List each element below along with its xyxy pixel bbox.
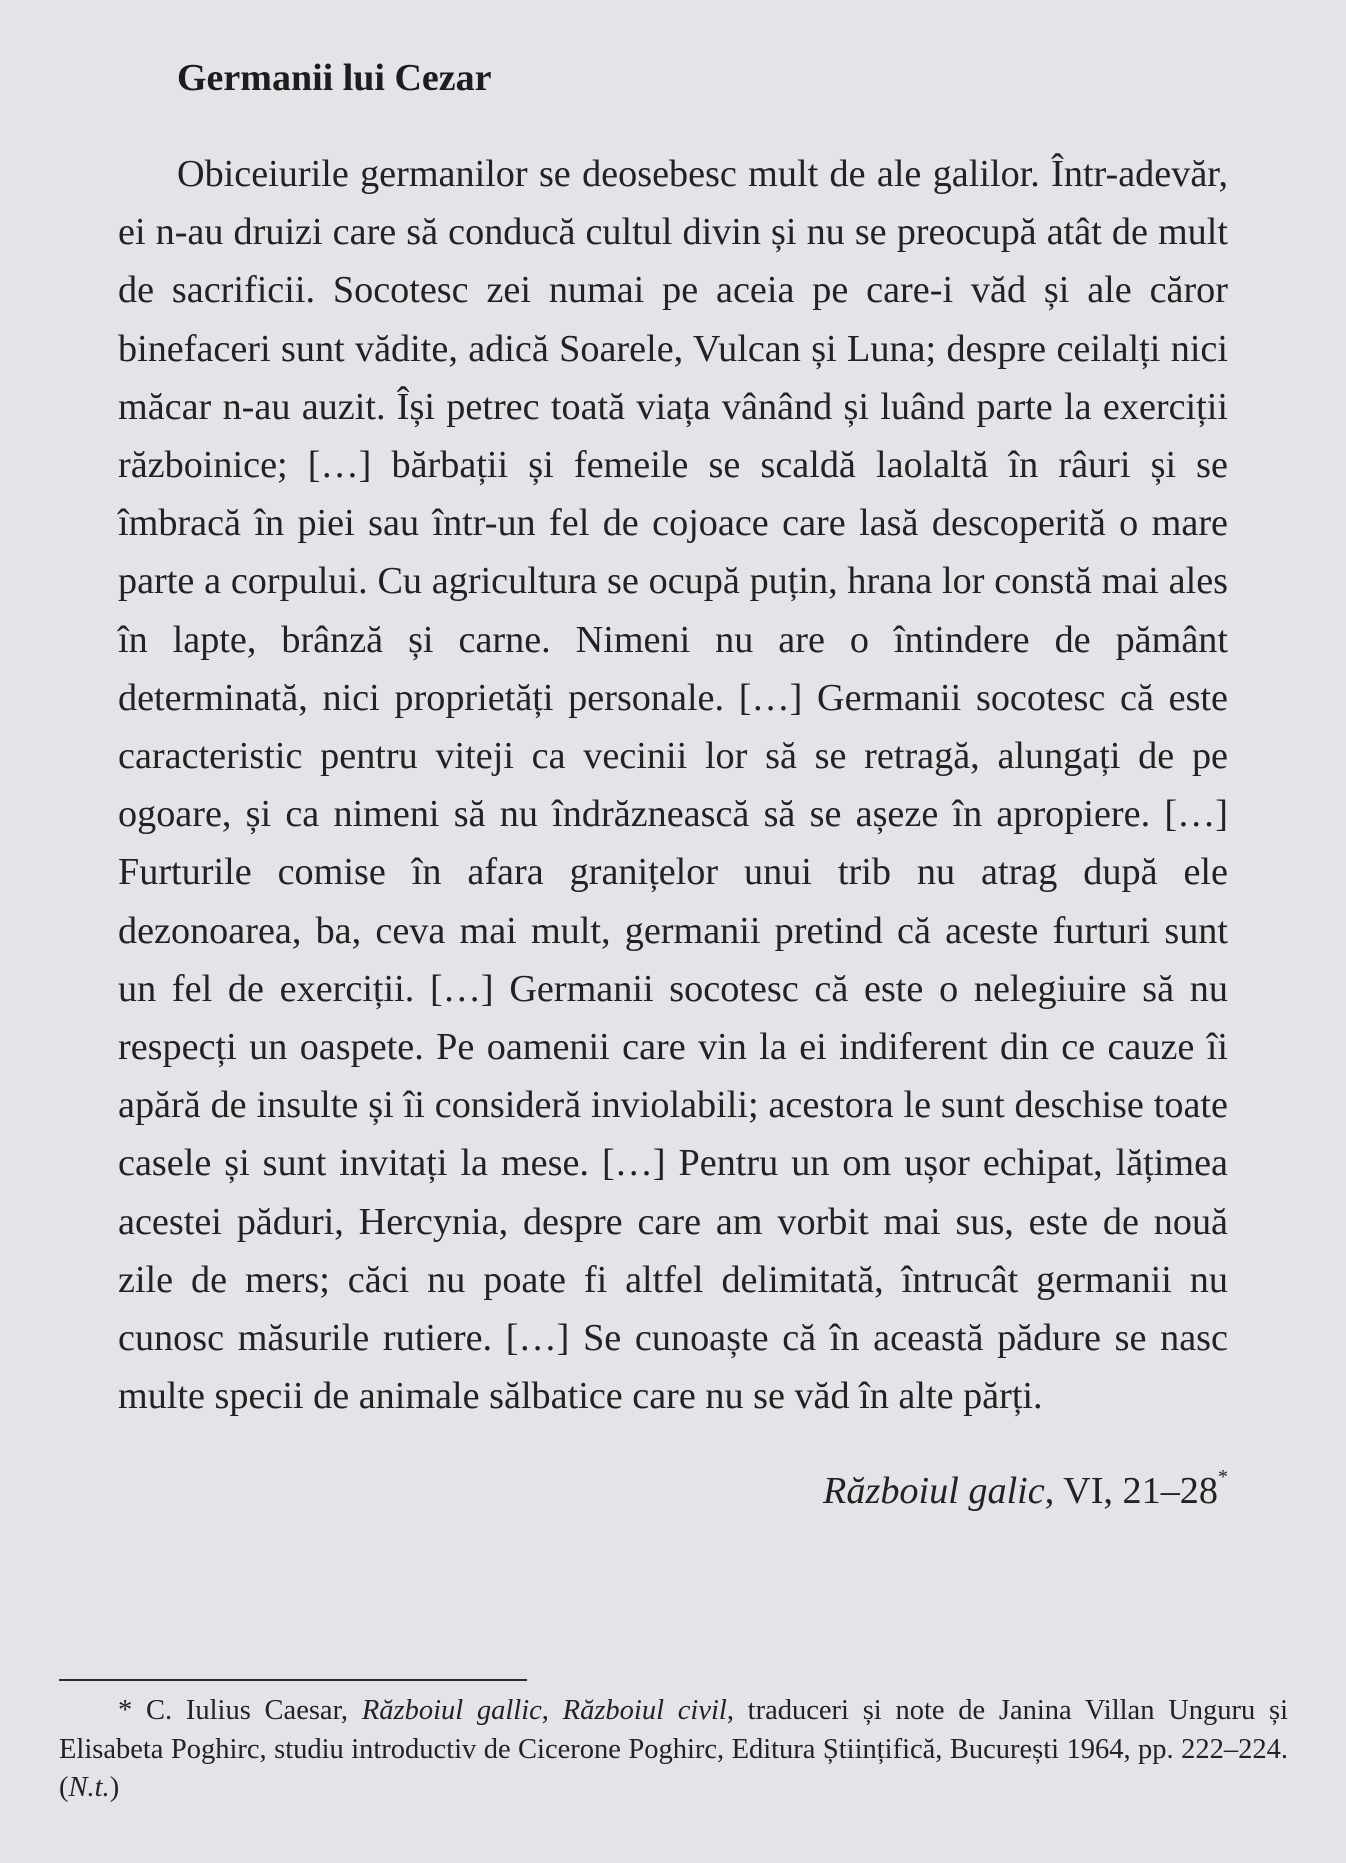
section-heading: Germanii lui Cezar <box>177 57 492 99</box>
citation-title: Războiul galic <box>823 1470 1045 1512</box>
footnote-marker: * <box>118 1695 146 1726</box>
citation <box>823 1462 1228 1520</box>
body-paragraph: Obiceiurile germanilor se deosebesc mult de ale galilor. Într-adevăr, ei n-au druizi care să conducă cultul divin și nu se preocupă atât de mult de sacrificii. Socotesc zei numai pe aceia pe care-i văd și ale căror binefaceri sunt vădite, adică Soarele, Vulcan și Luna; despre ceilalți nici măcar n-au auzit. Își petrec toată viața vânând și luând parte la exerciții războinice; […] bărbații și femeile se scaldă laolaltă în râuri și se îmbracă în piei sau într-un fel de cojoace care lasă descoperită o mare parte a corpului. Cu agricultura se ocupă puțin, hrana lor constă mai ales în lapte, brânză și carne. Nimeni nu are o întindere de pământ determinată, nici proprietăți personale. […] Germanii socotesc că este caracteristic pentru viteji ca vecinii lor să se retragă, alungați de pe ogoare, și ca nimeni să nu îndrăznească să se așeze în apropiere. […] Furturile comise în afara granițelor unui trib nu atrag după ele dezonoarea, ba, ceva mai mult, germanii pretind că aceste furturi sunt un fel de exerciții. […] Germanii socotesc că este o nelegiuire să nu respecți un oaspete. Pe oamenii care vin la ei indiferent din ce cauze îi apără de insulte și îi consideră inviolabili; acestora le sunt deschise toate casele și sunt invitați la mese. […] Pentru un om ușor echipat, lățimea acestei păduri, Hercynia, despre care am vorbit mai sus, este de nouă zile de mers; căci nu poate fi altfel delimitată, întrucât germanii nu cunosc măsurile rutiere. […] Se cunoaște că în această pădure se nasc multe specii de animale sălbatice care nu se văd în alte părți. <box>118 153 1228 1418</box>
footnote <box>59 1692 1288 1808</box>
footnote-details: , traduceri și note de Janina Villan Unguru și Elisabeta Poghirc, studiu introductiv de Cicerone Poghirc, Editura Științifică, București 1964, pp. 222–224. ( <box>59 1695 1289 1803</box>
footnote-translator-note: N.t. <box>68 1772 110 1803</box>
footnote-close: ) <box>109 1772 120 1803</box>
footnote-divider <box>59 1679 527 1681</box>
footnote-work-civil: Războiul civil <box>562 1695 727 1726</box>
citation-footnote-marker: * <box>1218 1466 1228 1489</box>
footnote-separator: , <box>541 1695 563 1726</box>
footnote-work-gallic: Războiul gallic <box>361 1695 542 1726</box>
footnote-author: C. Iulius Caesar, <box>146 1695 362 1726</box>
citation-reference: , VI, 21–28 <box>1044 1470 1218 1512</box>
